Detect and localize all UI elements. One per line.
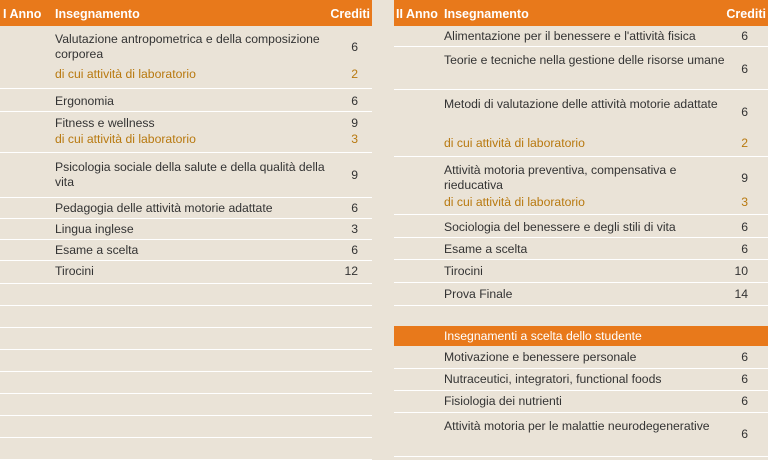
course-name: Prova Finale xyxy=(444,287,513,301)
course-name: Motivazione e benessere personale xyxy=(444,350,637,364)
elective-row xyxy=(394,346,768,369)
table-row xyxy=(394,47,768,90)
course-credits: 14 xyxy=(734,287,748,301)
course-name: Tirocini xyxy=(444,264,483,278)
course-credits: 6 xyxy=(351,40,358,54)
course-credits: 6 xyxy=(741,427,748,441)
course-name: Valutazione antropometrica e della composizione corporea xyxy=(55,32,320,61)
course-credits: 6 xyxy=(741,220,748,234)
elective-row xyxy=(394,413,768,457)
second-year-header xyxy=(394,0,768,26)
table-row xyxy=(394,283,768,306)
table-row xyxy=(394,215,768,238)
empty-row xyxy=(0,438,372,460)
table-row xyxy=(0,26,372,89)
empty-row xyxy=(0,350,372,372)
course-name: Psicologia sociale della salute e della qualità della vita xyxy=(55,160,325,189)
course-name: Tirocini xyxy=(55,264,94,278)
course-credits: 6 xyxy=(741,242,748,256)
course-name: Fitness e wellness xyxy=(55,116,155,130)
table-row xyxy=(0,153,372,198)
first-year-table xyxy=(0,0,372,278)
table-row xyxy=(394,238,768,260)
course-name: Metodi di valutazione delle attività motorie adattate xyxy=(444,97,718,111)
course-credits: 6 xyxy=(741,394,748,408)
course-name: Teorie e tecniche nella gestione delle risorse umane xyxy=(444,53,725,67)
lab-credits: 2 xyxy=(351,67,358,81)
table-row xyxy=(394,90,768,157)
table-row xyxy=(394,260,768,283)
lab-note: di cui attività di laboratorio xyxy=(55,132,196,146)
course-name: Esame a scelta xyxy=(444,242,528,256)
course-credits: 6 xyxy=(741,62,748,76)
empty-row xyxy=(0,284,372,306)
course-name: Attività motoria per le malattie neurodegenerative xyxy=(444,419,710,433)
table-row xyxy=(0,198,372,219)
year-label: I Anno xyxy=(3,7,42,21)
table-row xyxy=(394,26,768,47)
course-credits: 6 xyxy=(741,29,748,43)
course-name: Fisiologia dei nutrienti xyxy=(444,394,562,408)
course-name: Sociologia del benessere e degli stili di vita xyxy=(444,220,676,234)
table-row xyxy=(0,112,372,153)
course-credits: 9 xyxy=(351,116,358,130)
empty-row xyxy=(0,372,372,394)
course-credits: 6 xyxy=(741,350,748,364)
table-row xyxy=(0,240,372,261)
course-credits: 10 xyxy=(734,264,748,278)
course-name: Nutraceutici, integratori, functional foods xyxy=(444,372,662,386)
course-name: Ergonomia xyxy=(55,94,114,108)
first-year-header xyxy=(0,0,372,26)
course-credits: 6 xyxy=(351,243,358,257)
course-column-header: Insegnamento xyxy=(55,7,140,21)
course-credits: 12 xyxy=(344,264,358,278)
elective-row xyxy=(394,369,768,391)
course-name: Pedagogia delle attività motorie adattate xyxy=(55,201,273,215)
elective-row xyxy=(394,391,768,413)
empty-row xyxy=(0,328,372,350)
course-credits: 6 xyxy=(741,105,748,119)
elective-header xyxy=(394,326,768,346)
empty-row xyxy=(0,306,372,328)
table-row xyxy=(394,157,768,215)
course-name: Attività motoria preventiva, compensativa e rieducativa xyxy=(444,163,677,192)
empty-row xyxy=(0,416,372,438)
course-name: Lingua inglese xyxy=(55,222,134,236)
elective-header-label: Insegnamenti a scelta dello studente xyxy=(444,329,642,343)
empty-row xyxy=(0,394,372,416)
lab-note: di cui attività di laboratorio xyxy=(444,195,585,209)
table-row xyxy=(0,261,372,284)
year-label: II Anno xyxy=(396,7,438,21)
table-row xyxy=(0,219,372,240)
credits-column-header: Crediti xyxy=(726,7,766,21)
second-year-table xyxy=(394,0,768,441)
course-credits: 6 xyxy=(741,372,748,386)
lab-note: di cui attività di laboratorio xyxy=(444,136,585,150)
course-credits: 9 xyxy=(351,168,358,182)
course-name: Alimentazione per il benessere e l'attività fisica xyxy=(444,29,696,43)
lab-credits: 3 xyxy=(741,195,748,209)
credits-column-header: Crediti xyxy=(330,7,370,21)
table-row xyxy=(0,89,372,112)
course-credits: 6 xyxy=(351,94,358,108)
lab-credits: 3 xyxy=(351,132,358,146)
lab-credits: 2 xyxy=(741,136,748,150)
course-credits: 3 xyxy=(351,222,358,236)
lab-note: di cui attività di laboratorio xyxy=(55,67,196,81)
course-column-header: Insegnamento xyxy=(444,7,529,21)
course-credits: 6 xyxy=(351,201,358,215)
course-credits: 9 xyxy=(741,171,748,185)
course-name: Esame a scelta xyxy=(55,243,139,257)
